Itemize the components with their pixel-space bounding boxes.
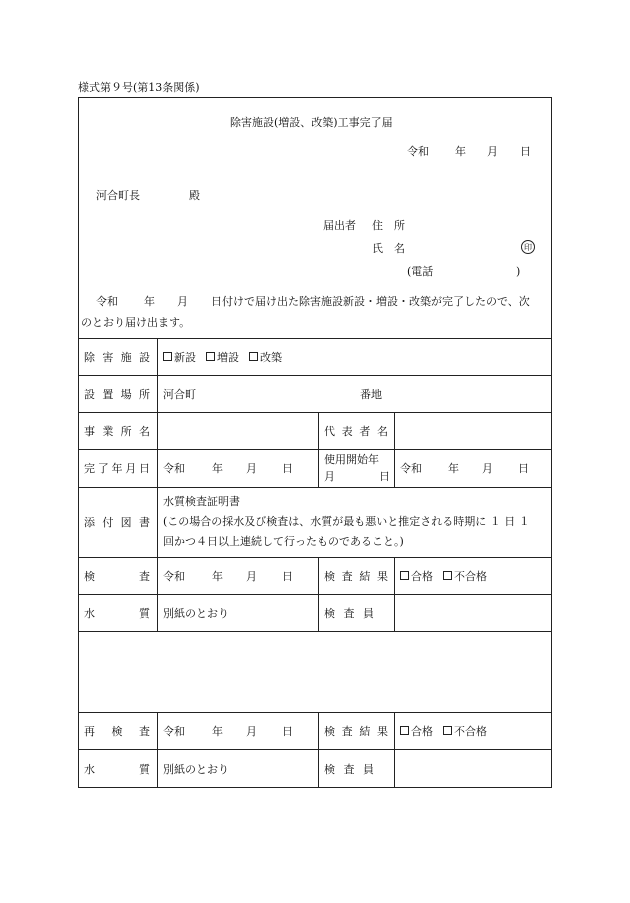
inspection-label: 検 査 bbox=[84, 569, 150, 583]
inspector-label: 検 査 員 bbox=[324, 606, 374, 620]
notice-era: 令和 bbox=[96, 295, 118, 308]
reinspection-era: 令和 bbox=[163, 724, 185, 738]
option-new: 新設 bbox=[174, 350, 196, 364]
water-quality-2-value: 別紙のとおり bbox=[163, 762, 229, 776]
option-pass: 合格 bbox=[411, 569, 433, 583]
attachment-line3: 回かつ４日以上連続して行ったものであること。) bbox=[163, 535, 404, 548]
checkbox-pass-2[interactable] bbox=[400, 726, 409, 735]
notice-line2: のとおり届け出ます。 bbox=[81, 316, 191, 329]
option-pass-2: 合格 bbox=[411, 724, 433, 738]
reinspection-year: 年 bbox=[212, 724, 223, 738]
table-rule bbox=[78, 631, 552, 632]
option-rebuild: 改築 bbox=[260, 350, 282, 364]
start-label-line2a: 月 bbox=[324, 470, 335, 483]
start-month: 月 bbox=[482, 462, 493, 475]
reinspection-month: 月 bbox=[246, 724, 257, 738]
facility-options bbox=[163, 338, 282, 375]
date-era: 令和 bbox=[407, 145, 429, 158]
inspection-result-label: 検 査 結 果 bbox=[324, 569, 388, 583]
inspection-result-options bbox=[400, 557, 487, 594]
completion-era: 令和 bbox=[163, 462, 185, 475]
notice-year: 年 bbox=[144, 295, 155, 308]
seal-mark: 印 bbox=[521, 240, 535, 254]
table-rule bbox=[318, 712, 319, 788]
option-expand: 増設 bbox=[217, 350, 239, 364]
inspection-month: 月 bbox=[246, 569, 257, 583]
date-day: 日 bbox=[520, 145, 531, 158]
inspection-year: 年 bbox=[212, 569, 223, 583]
applicant-label: 届出者 bbox=[323, 219, 356, 232]
attachment-line2: (この場合の採水及び検査は、水質が最も悪いと推定される時期に １ 日 １ bbox=[163, 515, 530, 528]
table-rule bbox=[318, 412, 319, 487]
date-month: 月 bbox=[487, 145, 498, 158]
table-rule bbox=[157, 712, 158, 788]
attachment-label: 添 付 図 書 bbox=[84, 516, 150, 529]
table-rule bbox=[394, 412, 395, 487]
reinspection-label: 再 検 査 bbox=[84, 724, 150, 738]
reinspection-day: 日 bbox=[282, 724, 293, 738]
completion-month: 月 bbox=[246, 462, 257, 475]
checkbox-fail-2[interactable] bbox=[443, 726, 452, 735]
inspection-day: 日 bbox=[282, 569, 293, 583]
addressee-honorific: 殿 bbox=[189, 189, 200, 202]
table-rule bbox=[394, 712, 395, 788]
reinspection-result-options bbox=[400, 712, 487, 749]
attachment-line1: 水質検査証明書 bbox=[163, 495, 240, 508]
notice-line1: 日付けで届け出た除害施設新設・増設・改築が完了したので、次 bbox=[211, 295, 530, 308]
water-quality-value: 別紙のとおり bbox=[163, 606, 229, 620]
addressee-name: 河合町長 bbox=[96, 189, 140, 202]
option-fail: 不合格 bbox=[454, 569, 487, 583]
start-label-line2b: 日 bbox=[379, 470, 390, 483]
representative-label: 代 表 者 名 bbox=[324, 424, 388, 438]
phone-close: ) bbox=[516, 265, 521, 278]
completion-year: 年 bbox=[212, 462, 223, 475]
water-quality-label: 水 質 bbox=[84, 606, 150, 620]
start-label-line1: 使用開始年 bbox=[324, 453, 379, 466]
reinspection-result-label: 検 査 結 果 bbox=[324, 724, 388, 738]
start-year: 年 bbox=[448, 462, 459, 475]
checkbox-rebuild[interactable] bbox=[249, 352, 258, 361]
checkbox-expand[interactable] bbox=[206, 352, 215, 361]
table-rule bbox=[318, 557, 319, 631]
applicant-name-label: 氏 名 bbox=[372, 242, 405, 255]
location-label: 設 置 場 所 bbox=[84, 387, 150, 401]
notice-month: 月 bbox=[177, 295, 188, 308]
location-town: 河合町 bbox=[163, 387, 196, 401]
table-rule bbox=[394, 557, 395, 631]
location-banchi: 番地 bbox=[360, 387, 382, 401]
checkbox-pass[interactable] bbox=[400, 571, 409, 580]
table-rule bbox=[157, 338, 158, 631]
start-era: 令和 bbox=[400, 462, 422, 475]
facility-label: 除 害 施 設 bbox=[84, 350, 150, 364]
checkbox-new[interactable] bbox=[163, 352, 172, 361]
checkbox-fail[interactable] bbox=[443, 571, 452, 580]
completion-label: 完 了 年 月 日 bbox=[84, 462, 150, 475]
inspector-2-label: 検 査 員 bbox=[324, 762, 374, 776]
start-day: 日 bbox=[518, 462, 529, 475]
inspection-era: 令和 bbox=[163, 569, 185, 583]
form-number: 様式第９号(第13条関係) bbox=[78, 81, 200, 94]
applicant-address-label: 住 所 bbox=[372, 219, 405, 232]
form-title: 除害施設(増設、改築)工事完了届 bbox=[230, 116, 393, 129]
completion-day: 日 bbox=[282, 462, 293, 475]
date-year: 年 bbox=[455, 145, 466, 158]
office-label: 事 業 所 名 bbox=[84, 424, 150, 438]
water-quality-2-label: 水 質 bbox=[84, 762, 150, 776]
phone-open: (電話 bbox=[407, 265, 434, 278]
option-fail-2: 不合格 bbox=[454, 724, 487, 738]
